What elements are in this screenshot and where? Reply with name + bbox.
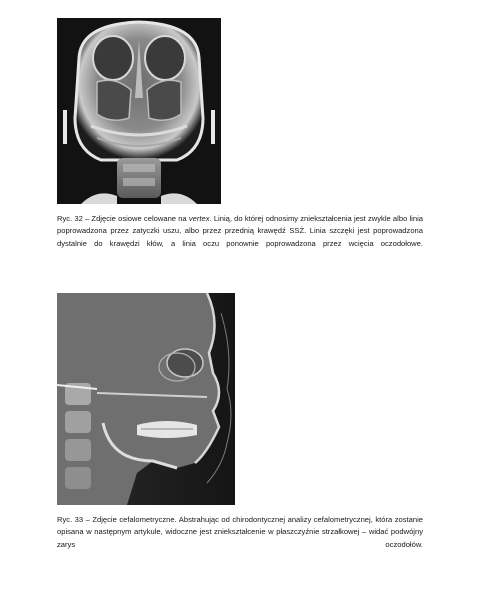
axial-radiograph-drawing	[57, 18, 221, 204]
cephalometric-radiograph-drawing	[57, 293, 235, 505]
figure-32-caption-italic: vertex	[188, 214, 210, 223]
figure-32-caption-suffix: . Linią, do której odnosimy zniekształcenia jest zwykle albo linia poprowadzona przez zatyczki uszu, albo przez przednią krawędź SSŻ. Linia szczęki jest poprowadzona dystalnie do krawędzi kłów, a linia oczu ponownie poprowadzona przez wcięcia oczodołowe.	[57, 214, 423, 248]
axial-radiograph-image	[57, 18, 221, 204]
cephalometric-radiograph-image	[57, 293, 235, 505]
figure-32-caption-prefix: Ryc. 32 – Zdjęcie osiowe celowane na	[57, 214, 189, 223]
figure-32-caption	[57, 213, 423, 263]
figure-33-caption: Ryc. 33 – Zdjęcie cefalometryczne. Abstrahując od chirodontycznej analizy cefalometrycznej, która zostanie opisana w następnym artykule, widoczne jest zniekształcenie w płaszczyźnie strzałkowej – widać podwójny zarys oczodołów.	[57, 515, 423, 549]
